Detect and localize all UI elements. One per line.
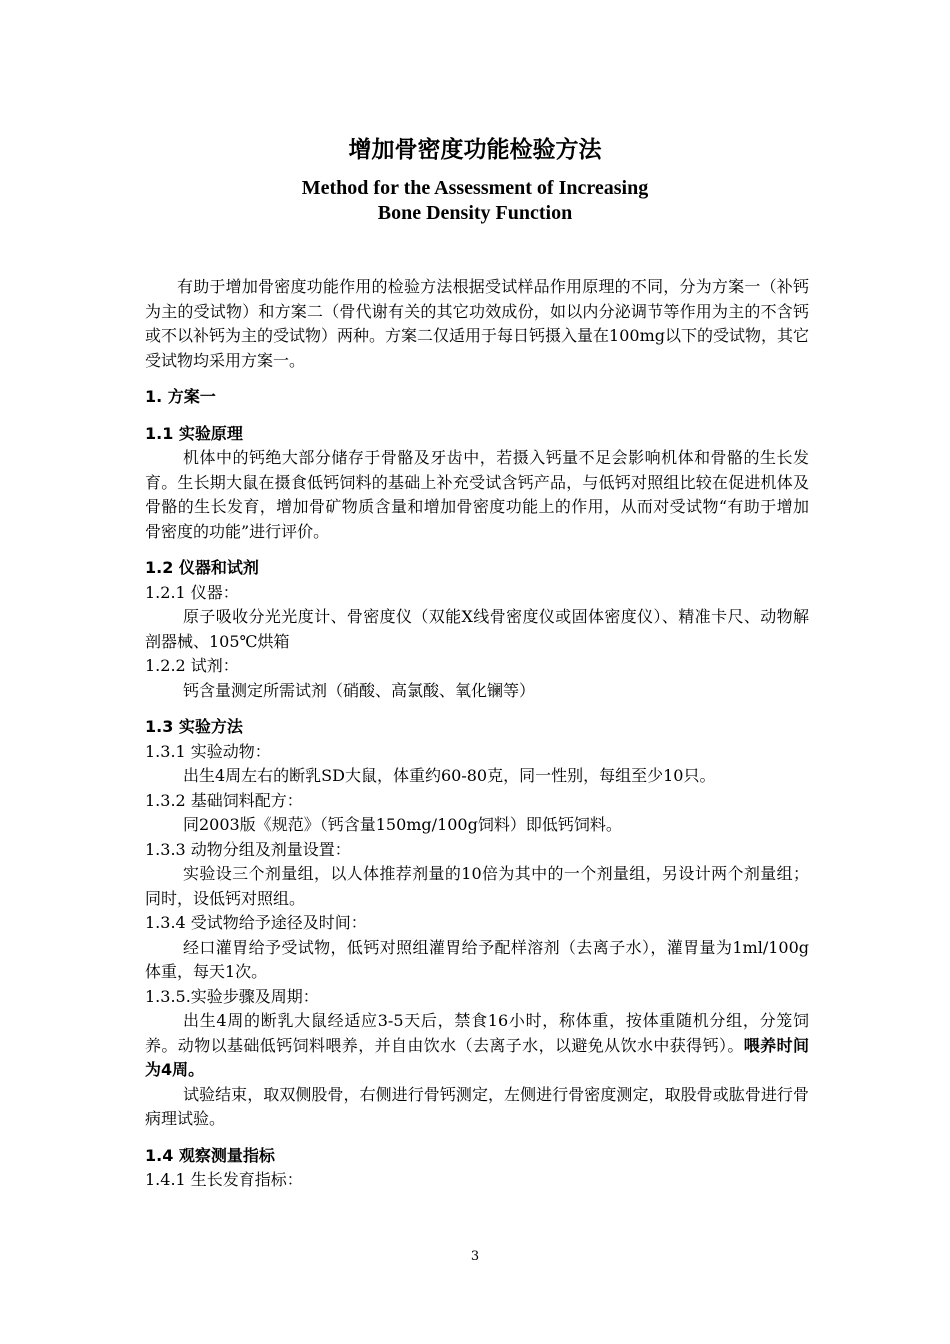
section-1-2-1-text: 原子吸收分光光度计、骨密度仪（双能X线骨密度仪或固体密度仪）、精准卡尺、动物解剖器械、105℃烘箱	[145, 607, 809, 651]
section-1-3-4-text: 经口灌胃给予受试物，低钙对照组灌胃给予配样溶剂（去离子水），灌胃量为1ml/100g体重，每天1次。	[145, 937, 809, 981]
page-number: 3	[470, 1249, 480, 1264]
title-english-line-2: Bone Density Function	[377, 202, 573, 224]
section-1-3-1-label: 1.3.1 实验动物：	[145, 741, 271, 761]
section-1-3-2-label: 1.3.2 基础饲料配方：	[145, 790, 303, 810]
section-1-3-5-text-bold: 喂养时间为4周。	[145, 1035, 809, 1079]
section-1-3-1-text: 出生4周左右的断乳SD大鼠，体重约60-80克，同一性别，每组至少10只。	[183, 766, 716, 785]
intro-paragraph: 有助于增加骨密度功能作用的检验方法根据受试样品作用原理的不同，分为方案一（补钙为主的受试物）和方案二（骨代谢有关的其它功效成份，如以内分泌调节等作用为主的不含钙或不以补钙为主的受试物）两种。方案二仅适用于每日钙摄入量在100mg以下的受试物，其它受试物均采用方案一。	[145, 277, 809, 370]
section-1-heading: 1. 方案一	[145, 387, 216, 406]
section-1-3-5-text	[145, 1009, 809, 1083]
document-title-english	[0, 176, 950, 226]
section-1-3-5-text-2: 试验结束，取双侧股骨，右侧进行骨钙测定，左侧进行骨密度测定，取股骨或肱骨进行骨病理试验。	[145, 1084, 809, 1128]
section-1-3-heading: 1.3 实验方法	[145, 717, 243, 736]
section-1-4-heading: 1.4 观察测量指标	[145, 1145, 275, 1165]
section-1-3-3-label: 1.3.3 动物分组及剂量设置：	[145, 839, 351, 859]
document-body	[145, 275, 809, 1193]
section-1-2-1-label: 1.2.1 仪器：	[145, 582, 239, 602]
section-1-2-heading: 1.2 仪器和试剂	[145, 558, 259, 577]
title-english-line-1: Method for the Assessment of Increasing	[301, 177, 649, 199]
section-1-3-3-text: 实验设三个剂量组，以人体推荐剂量的10倍为其中的一个剂量组，另设计两个剂量组；同时，设低钙对照组。	[145, 864, 809, 908]
section-1-1-text: 机体中的钙绝大部分储存于骨骼及牙齿中，若摄入钙量不足会影响机体和骨骼的生长发育。生长期大鼠在摄食低钙饲料的基础上补充受试含钙产品，与低钙对照组比较在促进机体及骨骼的生长发育，增加骨矿物质含量和增加骨密度功能上的作用，从而对受试物“有助于增加骨密度的功能”进行评价。	[145, 448, 809, 541]
section-1-4-1-label: 1.4.1 生长发育指标：	[145, 1170, 303, 1189]
document-title-chinese: 增加骨密度功能检验方法	[348, 137, 602, 163]
section-1-2-2-label: 1.2.2 试剂：	[145, 656, 239, 675]
section-1-3-5-label: 1.3.5.实验步骤及周期：	[145, 986, 319, 1006]
section-1-2-2-text: 钙含量测定所需试剂（硝酸、高氯酸、氧化镧等）	[183, 680, 536, 700]
section-1-3-5-text-main: 出生4周的断乳大鼠经适应3-5天后，禁食16小时，称体重，按体重随机分组，分笼饲养。动物以基础低钙饲料喂养，并自由饮水（去离子水，以避免从饮水中获得钙）。	[145, 1011, 809, 1055]
section-1-3-4-label: 1.3.4 受试物给予途径及时间：	[145, 913, 367, 932]
section-1-3-2-text: 同2003版《规范》（钙含量150mg/100g饲料）即低钙饲料。	[183, 815, 622, 834]
section-1-1-heading: 1.1 实验原理	[145, 423, 243, 443]
